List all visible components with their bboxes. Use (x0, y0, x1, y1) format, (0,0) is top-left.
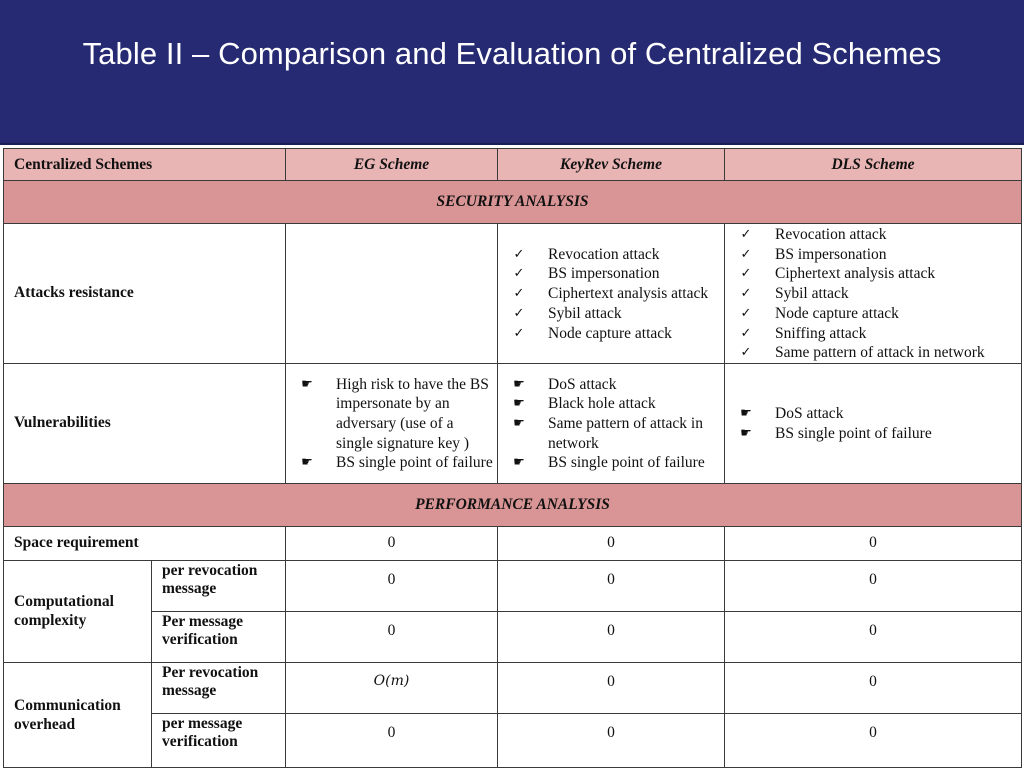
check-icon: ✓ (513, 325, 525, 341)
pointing-hand-icon: ☛ (513, 376, 525, 392)
list-item (498, 324, 724, 344)
corner-header: Centralized Schemes (4, 149, 286, 181)
list-item-text: Ciphertext analysis attack (548, 285, 709, 303)
check-icon: ✓ (740, 227, 752, 242)
check-icon: ✓ (513, 246, 525, 262)
check-icon: ✓ (740, 325, 752, 341)
comparison-table (3, 148, 1022, 768)
attacks-dls-cell (725, 224, 1022, 364)
computational-2-keyrev-value: 0 (498, 611, 725, 662)
communication-2-keyrev-value: 0 (498, 713, 725, 767)
list-item (498, 453, 724, 473)
list-item-text: Revocation attack (775, 226, 887, 243)
list-item-text: BS single point of failure (775, 424, 932, 442)
attacks-label: Attacks resistance (4, 224, 286, 364)
communication-2-dls-value: 0 (725, 713, 1022, 767)
list-item-text: Ciphertext analysis attack (775, 265, 936, 283)
list-item (498, 304, 724, 324)
check-icon: ✓ (740, 345, 752, 361)
list-item (725, 324, 1021, 344)
communication-row-1 (4, 662, 1022, 713)
computational-1-eg-value: 0 (286, 560, 498, 611)
space-dls-value: 0 (725, 526, 1022, 560)
check-icon: ✓ (740, 246, 752, 262)
list-item-text: BS single point of failure (548, 454, 705, 472)
check-icon: ✓ (513, 286, 525, 302)
communication-1-dls-value: 0 (725, 662, 1022, 713)
scheme-header-eg: EG Scheme (286, 149, 498, 181)
bullet-list (286, 375, 497, 474)
list-item-text: Same pattern of attack in network (548, 415, 703, 452)
vulnerabilities-row (4, 363, 1022, 483)
computational-sub-2: Per message verification (152, 611, 286, 662)
scheme-header-dls: DLS Scheme (725, 149, 1022, 181)
computational-1-keyrev-value: 0 (498, 560, 725, 611)
list-item (725, 343, 1021, 363)
communication-label: Communication overhead (4, 662, 152, 767)
check-icon: ✓ (740, 266, 752, 282)
check-icon: ✓ (513, 305, 525, 321)
vulnerabilities-eg-cell (286, 363, 498, 483)
attacks-row (4, 224, 1022, 364)
pointing-hand-icon: ☛ (513, 455, 525, 471)
list-item-text: Revocation attack (548, 245, 660, 263)
performance-section-row (4, 483, 1022, 526)
list-item (725, 225, 1021, 245)
list-item-text: Node capture attack (775, 304, 899, 322)
bullet-list (725, 225, 1021, 363)
list-item-text: BS impersonation (775, 245, 887, 263)
communication-1-keyrev-value: 0 (498, 662, 725, 713)
space-row (4, 526, 1022, 560)
pointing-hand-icon: ☛ (513, 416, 525, 432)
pointing-hand-icon: ☛ (740, 425, 752, 441)
pointing-hand-icon: ☛ (513, 396, 525, 412)
list-item (498, 284, 724, 304)
computational-label: Computational complexity (4, 560, 152, 662)
check-icon: ✓ (740, 305, 752, 321)
communication-row-2 (4, 713, 1022, 767)
space-eg-value: 0 (286, 526, 498, 560)
vulnerabilities-dls-cell (725, 363, 1022, 483)
computational-1-dls-value: 0 (725, 560, 1022, 611)
computational-2-dls-value: 0 (725, 611, 1022, 662)
list-item (286, 453, 497, 473)
communication-2-eg-value: 0 (286, 713, 498, 767)
list-item (725, 264, 1021, 284)
communication-sub-1: Per revocation message (152, 662, 286, 713)
communication-sub-2: per message verification (152, 713, 286, 767)
computational-row-2 (4, 611, 1022, 662)
header-row (4, 149, 1022, 181)
list-item (498, 245, 724, 265)
check-icon: ✓ (740, 286, 752, 302)
check-icon: ✓ (513, 266, 525, 282)
list-item (725, 245, 1021, 265)
list-item-text: Black hole attack (548, 395, 656, 413)
slide-header (0, 0, 1024, 145)
bullet-list (498, 375, 724, 474)
list-item (725, 304, 1021, 324)
list-item-text: High risk to have the BS impersonate by an adversary (use of a single signature key ) (336, 375, 489, 452)
list-item-text: Node capture attack (548, 324, 672, 342)
bullet-list (498, 245, 724, 344)
space-label: Space requirement (4, 526, 286, 560)
computational-2-eg-value: 0 (286, 611, 498, 662)
pointing-hand-icon: ☛ (301, 376, 313, 392)
list-item-text: BS single point of failure (336, 454, 493, 472)
communication-1-eg-value: O(m) (286, 662, 498, 713)
list-item (498, 394, 724, 414)
attacks-eg-cell (286, 224, 498, 364)
list-item (725, 404, 1021, 424)
space-keyrev-value: 0 (498, 526, 725, 560)
list-item (725, 284, 1021, 304)
computational-row-1 (4, 560, 1022, 611)
pointing-hand-icon: ☛ (740, 406, 752, 422)
attacks-keyrev-cell (498, 224, 725, 364)
list-item (498, 375, 724, 395)
list-item-text: DoS attack (775, 405, 844, 423)
list-item (498, 414, 724, 453)
vulnerabilities-label: Vulnerabilities (4, 363, 286, 483)
list-item (725, 424, 1021, 444)
security-section-row (4, 181, 1022, 224)
computational-sub-1: per revocation message (152, 560, 286, 611)
security-section-heading: SECURITY ANALYSIS (4, 181, 1022, 224)
scheme-header-keyrev: KeyRev Scheme (498, 149, 725, 181)
bullet-list (725, 404, 1021, 443)
list-item-text: Sybil attack (775, 285, 849, 303)
list-item-text: BS impersonation (548, 265, 660, 283)
pointing-hand-icon: ☛ (301, 455, 313, 471)
vulnerabilities-keyrev-cell (498, 363, 725, 483)
performance-section-heading: PERFORMANCE ANALYSIS (4, 483, 1022, 526)
slide-title: Table II – Comparison and Evaluation of Centralized Schemes (82, 36, 942, 71)
list-item (286, 375, 497, 454)
list-item (498, 264, 724, 284)
list-item-text: Same pattern of attack in network (775, 344, 985, 362)
list-item-text: Sniffing attack (775, 324, 867, 342)
list-item-text: Sybil attack (548, 304, 622, 322)
list-item-text: DoS attack (548, 375, 617, 393)
